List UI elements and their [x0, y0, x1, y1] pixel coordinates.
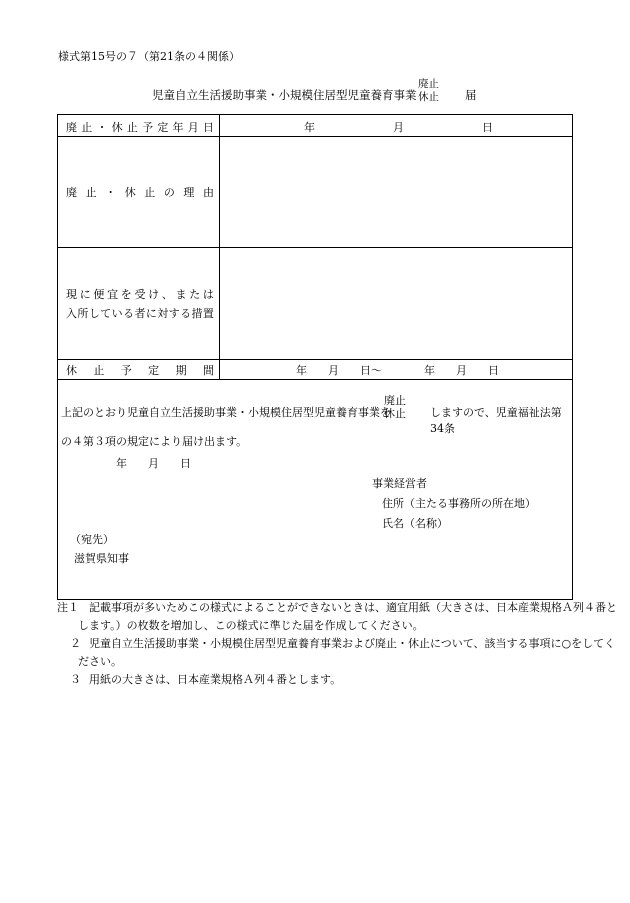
label-char: 予 [142, 121, 154, 134]
label-char: 止 [126, 121, 138, 134]
statement-line1-before: 上記のとおり児童自立生活援助事業・小規模住居型児童養育事業を [61, 406, 391, 419]
label-char: 休 [124, 186, 136, 199]
label-char: 止 [81, 121, 93, 134]
title-suffix: 届 [465, 88, 477, 102]
statement-line1-after: しますので、児童福祉法第34条 [430, 406, 562, 435]
label-char: 措 [191, 307, 203, 320]
form-number: 様式第15号の７（第21条の４関係） [58, 50, 240, 63]
addressee-governor: 滋賀県知事 [74, 552, 129, 565]
label-char: に [145, 307, 157, 320]
statement-choice-suspend: 休止 [384, 407, 406, 420]
addressee-label: （宛先） [70, 533, 114, 546]
label-char: 理 [183, 186, 195, 199]
label-char: る [123, 307, 135, 320]
submission-month: 月 [148, 457, 159, 470]
period-to-month: 月 [456, 364, 467, 377]
label-char: 間 [202, 364, 214, 377]
label-char: ・ [96, 121, 108, 134]
label-char: を [120, 288, 132, 301]
label-char: 年 [172, 121, 184, 134]
label-char: の [163, 186, 175, 199]
label-char: 止 [93, 364, 105, 377]
note-2-label: ２ [70, 637, 81, 650]
label-char: 便 [93, 288, 105, 301]
form-title: 児童自立生活援助事業・小規模住居型児童養育事業 [152, 88, 417, 102]
note-3-line1: 用紙の大きさは、日本産業規格Ａ列４番とします。 [89, 673, 342, 686]
label-char: 止 [144, 186, 156, 199]
note-2-line1: 児童自立生活援助事業・小規模住居型児童養育事業および廃止・休止について、該当する事項に○をしてく [89, 637, 616, 650]
label-measures-line2 [66, 305, 214, 321]
note-1-line2: します。）の枚数を増加し、この様式に準じた届を作成してください。 [78, 619, 424, 632]
label-char: 者 [134, 307, 146, 320]
label-reason [66, 184, 214, 200]
label-planned-date [66, 119, 214, 135]
label-char: 受 [134, 288, 146, 301]
label-char: 廃 [66, 121, 77, 134]
label-char: す [168, 307, 180, 320]
label-char: け [148, 288, 160, 301]
label-char: 所 [77, 307, 89, 320]
label-char: 置 [202, 307, 214, 320]
label-char: て [100, 307, 112, 320]
period-to-year: 年 [424, 364, 435, 377]
note-3-label: ３ [70, 673, 81, 686]
row-divider [58, 359, 572, 360]
label-char: 定 [157, 121, 169, 134]
period-to-day: 日 [488, 364, 499, 377]
planned-date-year: 年 [304, 121, 315, 134]
label-char: い [111, 307, 123, 320]
label-char: 休 [111, 121, 123, 134]
form-table [57, 114, 573, 600]
label-char: 由 [202, 186, 214, 199]
operator-label: 事業経営者 [372, 477, 427, 490]
row-divider [58, 379, 572, 380]
label-char: 休 [66, 364, 77, 377]
label-measures-line1 [66, 286, 214, 302]
measures-field[interactable] [220, 248, 572, 358]
label-char: ま [175, 288, 187, 301]
statement-line2: の４第３項の規定により届け出ます。 [61, 435, 248, 448]
label-char: 、 [161, 288, 173, 301]
note-2-line2: ださい。 [78, 655, 122, 668]
title-choice-stack [418, 78, 439, 104]
period-from-day: 日～ [360, 364, 382, 377]
label-char: 対 [157, 307, 169, 320]
period-from-year: 年 [296, 364, 307, 377]
submission-day: 日 [180, 457, 191, 470]
label-char: 期 [175, 364, 187, 377]
label-char: 宜 [107, 288, 119, 301]
label-char: 現 [66, 288, 77, 301]
label-char: 廃 [66, 186, 77, 199]
period-from-month: 月 [328, 364, 339, 377]
label-char: た [189, 288, 201, 301]
label-char: し [88, 307, 100, 320]
note-1-label: 注１ [57, 601, 79, 614]
title-choice-abolish: 廃止 [418, 78, 439, 90]
operator-address: 住所（主たる事務所の所在地） [382, 497, 536, 510]
note-1-line1: 記載事項が多いためこの様式によることができないときは、適宜用紙（大きさは、日本産業規格Ａ列４番と [89, 601, 617, 614]
title-choice-suspend: 休止 [418, 91, 439, 103]
label-suspension-period [66, 362, 214, 378]
label-char: に [79, 288, 91, 301]
label-char: 入 [66, 307, 77, 320]
planned-date-month: 月 [393, 121, 404, 134]
label-char: 止 [85, 186, 97, 199]
label-char: る [180, 307, 192, 320]
label-char: は [202, 288, 214, 301]
submission-year: 年 [116, 457, 127, 470]
planned-date-day: 日 [482, 121, 493, 134]
label-char: 予 [120, 364, 132, 377]
statement-choice-stack [384, 394, 406, 420]
label-char: ・ [105, 186, 117, 199]
statement-choice-abolish: 廃止 [384, 394, 406, 407]
reason-field[interactable] [220, 137, 572, 246]
label-char: 定 [148, 364, 160, 377]
operator-name: 氏名（名称） [382, 517, 448, 530]
label-char: 日 [202, 121, 214, 134]
label-char: 月 [187, 121, 199, 134]
